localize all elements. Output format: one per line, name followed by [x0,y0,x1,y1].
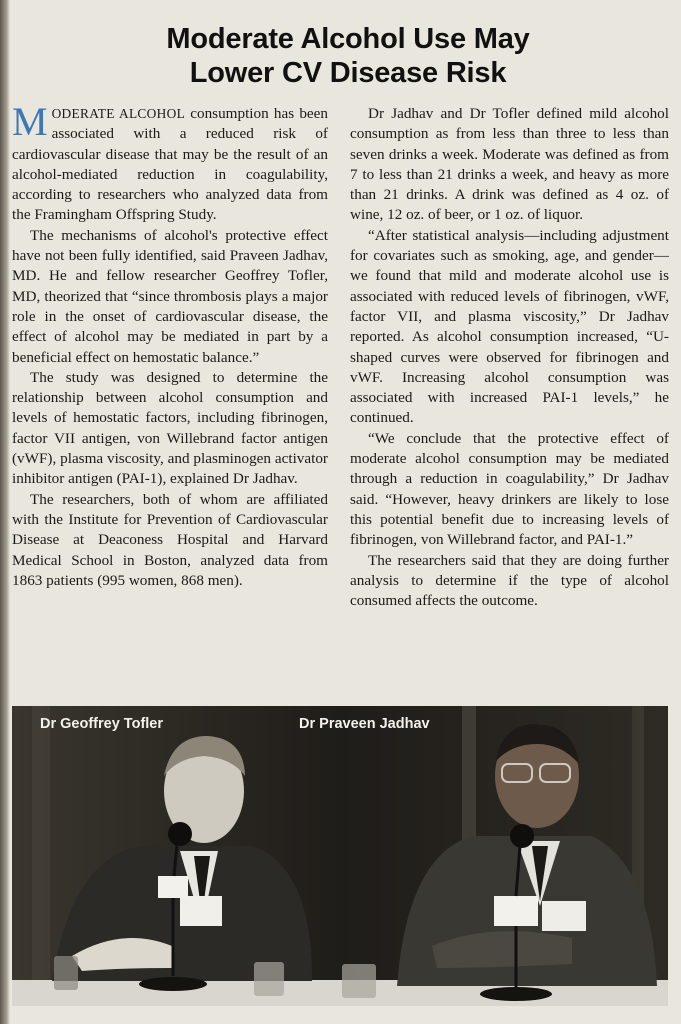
paragraph-7: “We conclude that the protective effect of moderate alcohol consumption may be mediated through a reduction in coagulability,” Dr Jadhav said. “However, heavy drinkers are likely to lose this potential benefit due to increasing levels of fibrinogen, von Willebrand factor, and PAI-1.” [350,429,669,549]
paragraph-6: “After statistical analysis—including adjustment for covariates such as smoking, age, and gender—we found that mild and moderate alcohol use is associated with reduced levels of fibrinogen, vWF, factor VII, and plasma viscosity,” Dr Jadhav reported. As alcohol consumption increased, “U-shaped curves were observed for fibrinogen and vWF. Increasing alcohol consumption was associated with increased PAI-1 levels,” he continued. [350,226,669,427]
paragraph-1-text: consumption has been associated with a reduced risk of cardiovascular disease that may be the result of an alcohol-mediated reduction in coagulability, according to researchers who analyzed data from the Framingham Offspring Study. [12,105,328,224]
photo-caption-left: Dr Geoffrey Tofler [40,716,164,732]
photo-caption-right: Dr Praveen Jadhav [299,716,430,732]
headline-line-1: Moderate Alcohol Use May [166,23,530,55]
text-column-right [350,104,669,611]
text-column-left [12,99,328,591]
paragraph-4: The researchers, both of whom are affiliated with the Institute for Prevention of Cardiovascular Disease at Deaconess Hospital and Harvard Medical School in Boston, analyzed data from 1863 patients (995 women, 868 men). [12,490,328,589]
page-binding-shadow [0,0,10,1024]
photo-illustration [12,706,668,1006]
researchers-photo [12,706,668,1006]
lead-in-caps: ODERATE ALCOHOL [51,106,186,121]
headline-line-2: Lower CV Disease Risk [189,57,507,89]
drop-cap: M [12,99,48,144]
article-headline [20,22,676,90]
paragraph-2: The mechanisms of alcohol's protective effect have not been fully identified, said Praveen Jadhav, MD. He and fellow researcher Geoffrey Tofler, MD, theorized that “since thrombosis plays a major role in the onset of cardiovascular disease, the effect of alcohol may be mediated in part by a beneficial effect on hemostatic balance.” [12,226,328,366]
paragraph-8: The researchers said that they are doing further analysis to determine if the type of alcohol consumed affects the outcome. [350,551,669,610]
paragraph-3: The study was designed to determine the relationship between alcohol consumption and levels of hemostatic factors, including fibrinogen, factor VII antigen, von Willebrand factor antigen (vWF), plasma viscosity, and plasminogen activator inhibitor antigen (PAI-1), explained Dr Jadhav. [12,368,328,488]
paragraph-5: Dr Jadhav and Dr Tofler defined mild alcohol consumption as from less than three to less than seven drinks a week. Moderate was defined as from 7 to less than 21 drinks a week, and heavy as more than 21 drinks. A drink was defined as 4 oz. of wine, 12 oz. of beer, or 1 oz. of liquor. [350,105,669,224]
paragraph-1 [12,99,328,226]
